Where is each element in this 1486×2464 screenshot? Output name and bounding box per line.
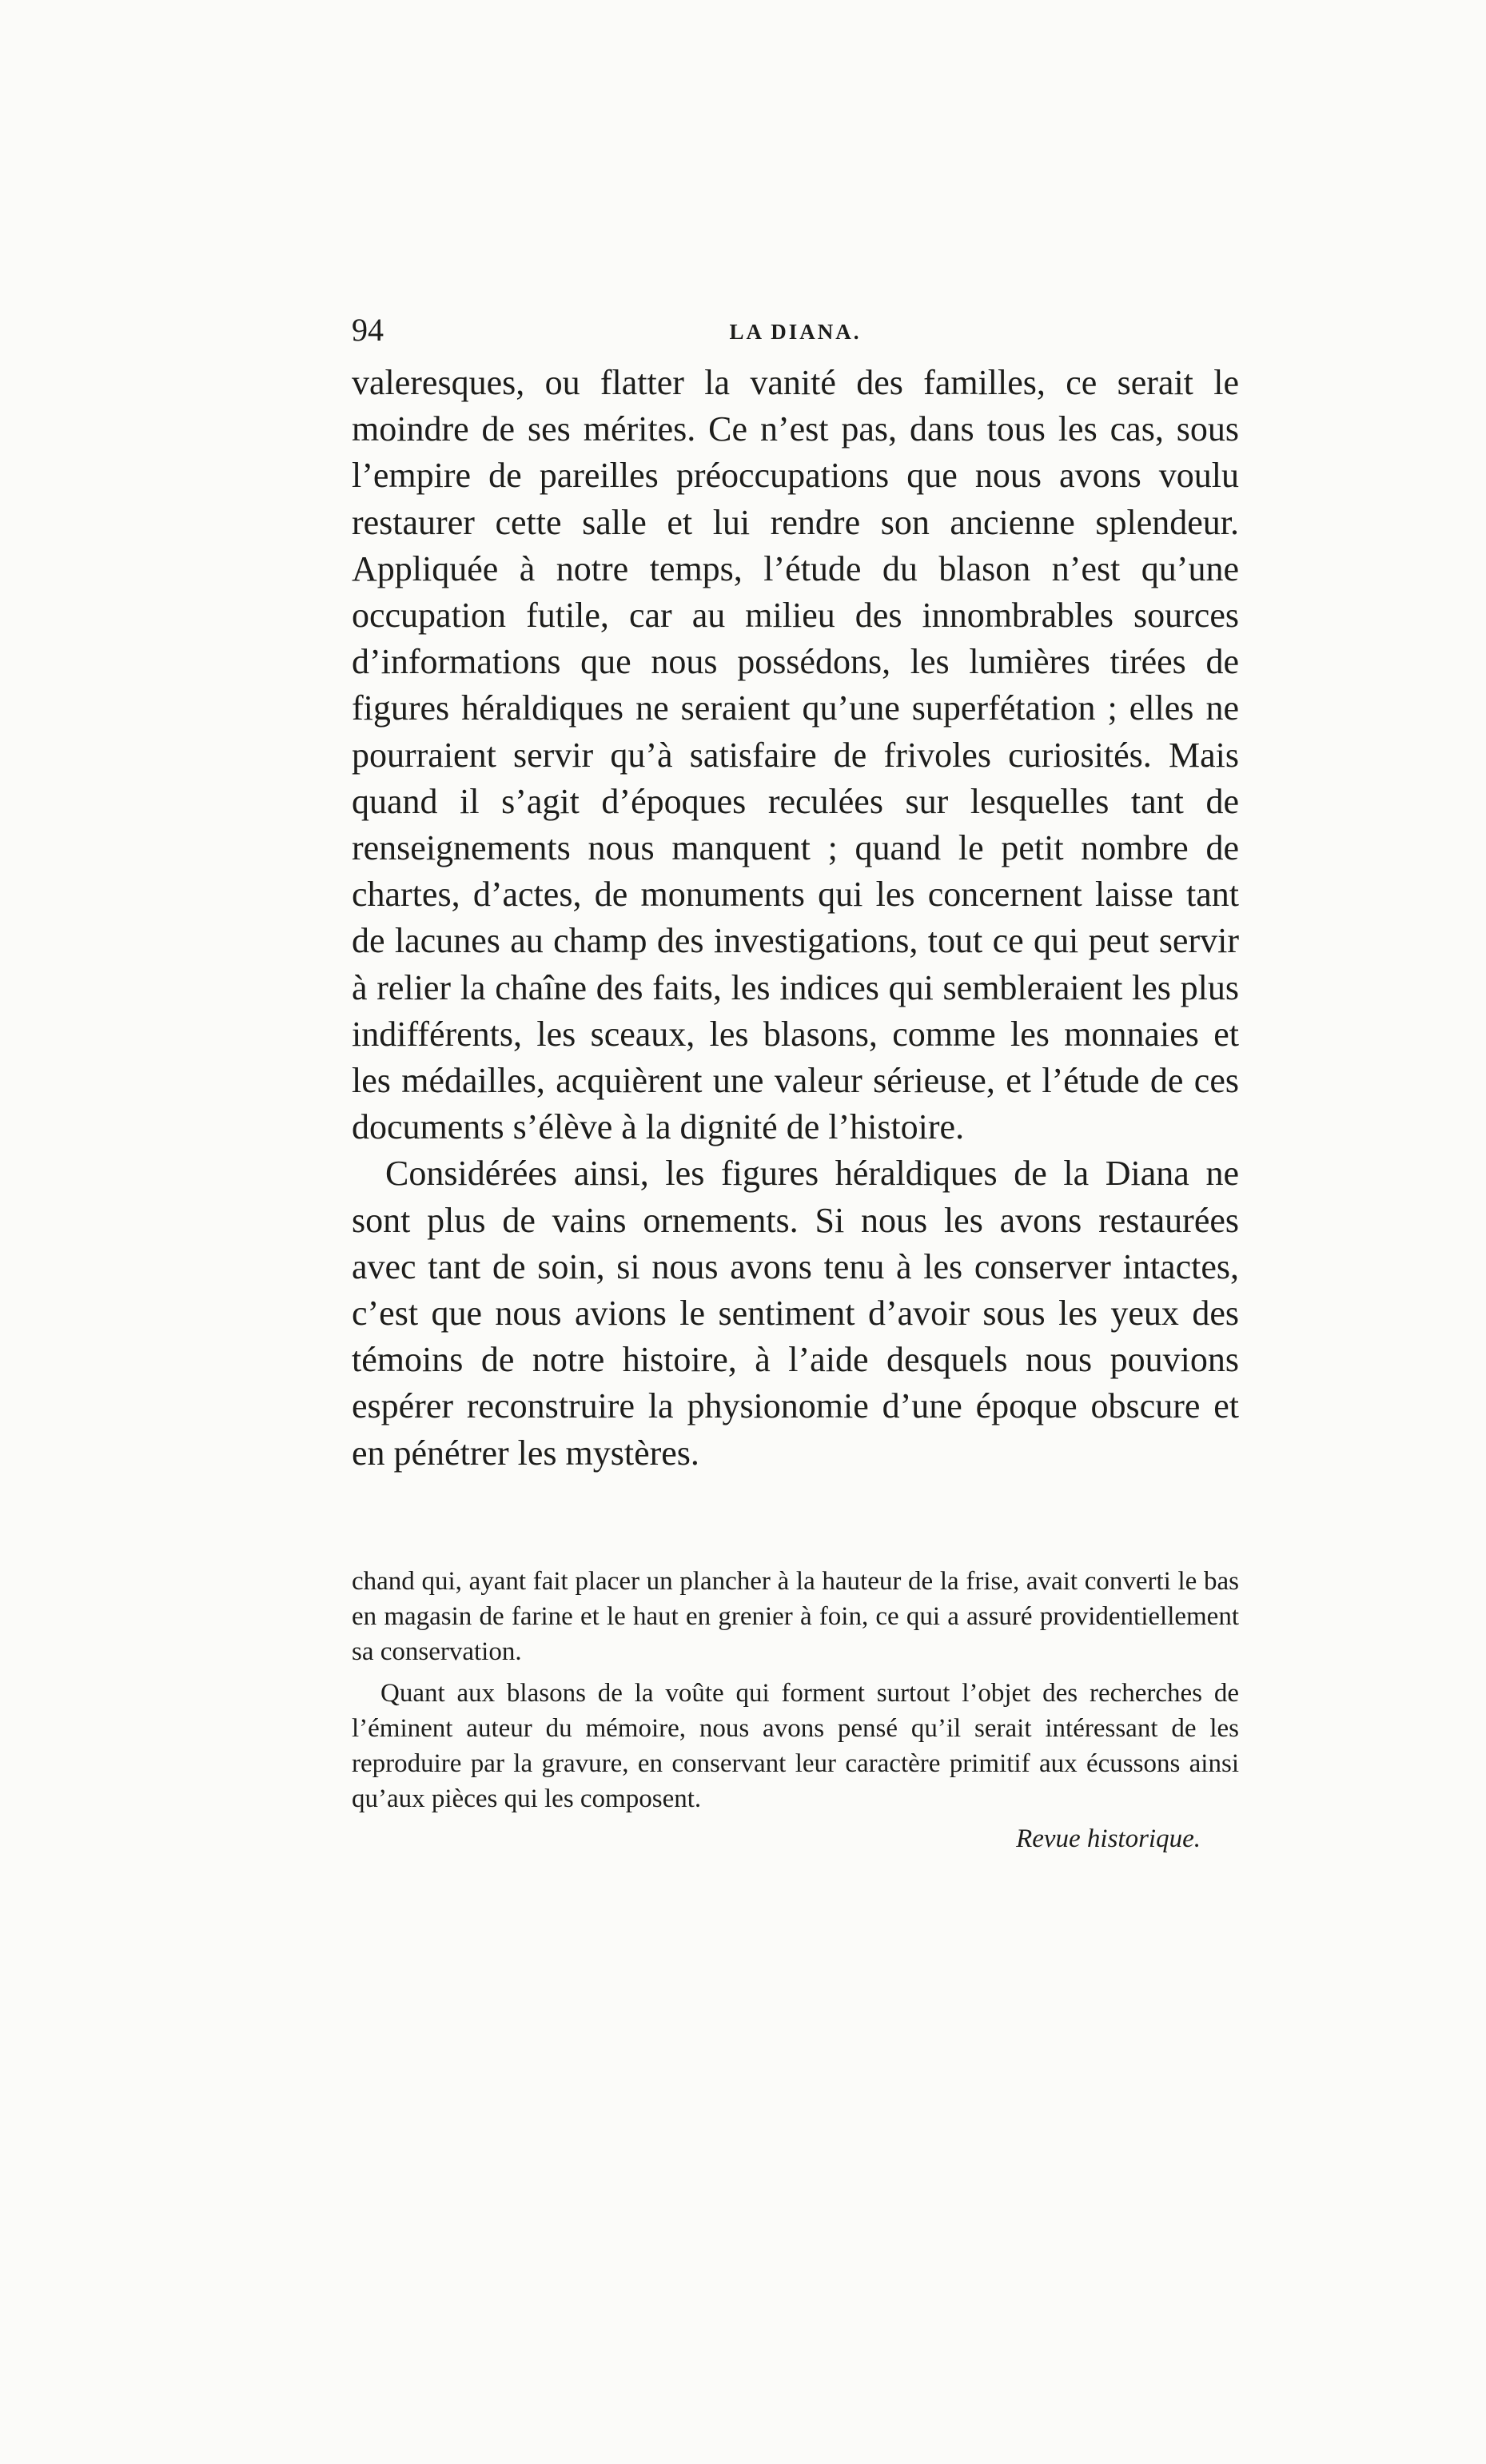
footnote-paragraph: Quant aux blasons de la voûte qui forment surtout l’objet des recherches de l’éminent auteur du mémoire, nous avons pensé qu’il serait intéressant de les reproduire par la gravure, en conservant leur caractère primitif aux écussons ainsi qu’aux pièces qui les composent. [352,1679,1239,1813]
running-head [352,310,1239,350]
footnote-paragraph: chand qui, ayant fait placer un plancher à la hauteur de la frise, avait converti le bas en magasin de farine et le haut en grenier à foin, ce qui a assuré providentiellement sa conservation. [352,1567,1239,1666]
footnote-block [352,1564,1239,1856]
body-paragraph: valeresques, ou flatter la vanité des familles, ce serait le moindre de ses mérites. Ce n’est pas, dans tous les cas, sous l’empire de pareilles préoccupations que nous avons voulu restaurer cette salle et lui rendre son ancienne splendeur. Appliquée à notre temps, l’étude du blason n’est qu’une occupation futile, car au milieu des innombrables sources d’informations que nous possédons, les lumières tirées de figures héraldiques ne seraient qu’une superfétation ; elles ne pourraient servir qu’à satisfaire de frivoles curiosités. Mais quand il s’agit d’époques reculées sur lesquelles tant de renseignements nous manquent ; quand le petit nombre de chartes, d’actes, de monuments qui les concernent laisse tant de lacunes au champ des investigations, tout ce qui peut servir à relier la chaîne des faits, les indices qui sembleraient les plus indifférents, les sceaux, les blasons, comme les monnaies et les médailles, acquièrent une valeur sérieuse, et l’étude de ces documents s’élève à la dignité de l’histoire. [352,363,1239,1147]
body-paragraph: Considérées ainsi, les figures héraldiques de la Diana ne sont plus de vains ornements. Si nous les avons restaurées avec tant de soin, si nous avons tenu à les conserver intactes, c’est que nous avions le sentiment d’avoir sous les yeux des témoins de notre histoire, à l’aide desquels nous pouvions espérer reconstruire la physionomie d’une époque obscure et en pénétrer les mystères. [352,1154,1239,1473]
running-title: LA DIANA. [729,320,862,344]
main-text [352,360,1239,1477]
footnote-signature: Revue historique. [1016,1824,1201,1853]
page-number: 94 [352,312,384,348]
